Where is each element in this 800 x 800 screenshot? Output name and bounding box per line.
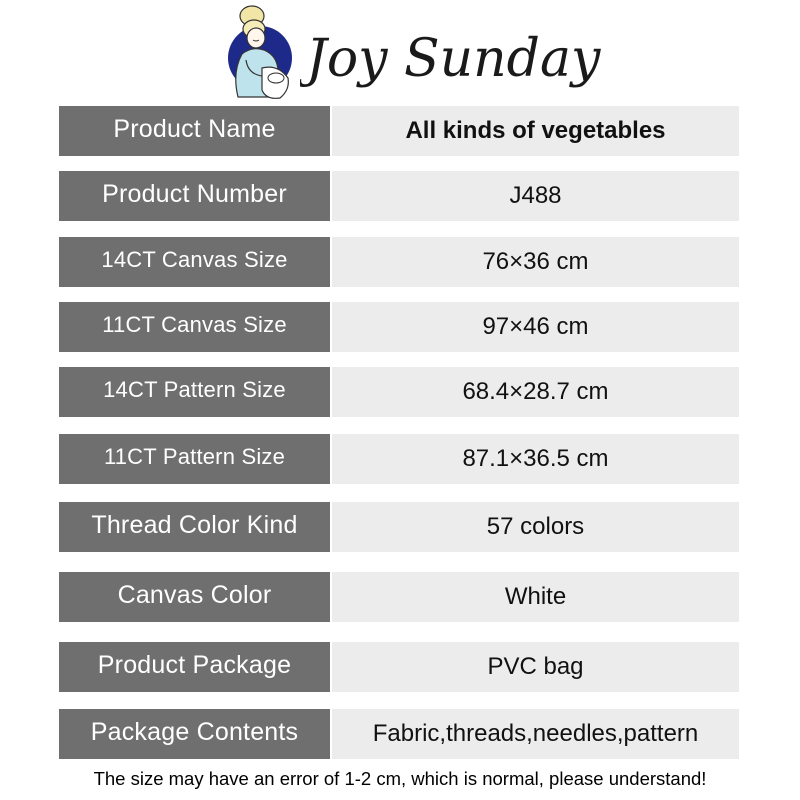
table-row <box>59 171 739 221</box>
row-label: 14CT Pattern Size <box>59 367 330 417</box>
row-value: 87.1×36.5 cm <box>332 434 739 484</box>
row-label: Thread Color Kind <box>59 502 330 552</box>
row-value: 76×36 cm <box>332 237 739 287</box>
table-row <box>59 572 739 622</box>
table-row <box>59 434 739 484</box>
row-label: Package Contents <box>59 709 330 759</box>
table-row <box>59 502 739 552</box>
row-label: 11CT Pattern Size <box>59 434 330 484</box>
table-row <box>59 106 739 156</box>
table-row <box>59 709 739 759</box>
header <box>0 0 800 104</box>
row-label: 14CT Canvas Size <box>59 237 330 287</box>
row-value: White <box>332 572 739 622</box>
brand-logo <box>300 6 620 101</box>
row-value: 57 colors <box>332 502 739 552</box>
row-label: Canvas Color <box>59 572 330 622</box>
row-value: All kinds of vegetables <box>332 106 739 156</box>
size-disclaimer: The size may have an error of 1-2 cm, which is normal, please understand! <box>93 768 707 789</box>
row-label: Product Name <box>59 106 330 156</box>
row-value: Fabric,threads,needles,pattern <box>332 709 739 759</box>
row-value: J488 <box>332 171 739 221</box>
table-row <box>59 302 739 352</box>
row-label: Product Number <box>59 171 330 221</box>
embroidering-woman-logo-icon <box>218 2 298 102</box>
brand-name: Joy Sunday <box>306 29 601 89</box>
row-value: 97×46 cm <box>332 302 739 352</box>
table-row <box>59 367 739 417</box>
row-value: 68.4×28.7 cm <box>332 367 739 417</box>
row-value: PVC bag <box>332 642 739 692</box>
table-row <box>59 237 739 287</box>
row-label: Product Package <box>59 642 330 692</box>
row-label: 11CT Canvas Size <box>59 302 330 352</box>
table-row <box>59 642 739 692</box>
